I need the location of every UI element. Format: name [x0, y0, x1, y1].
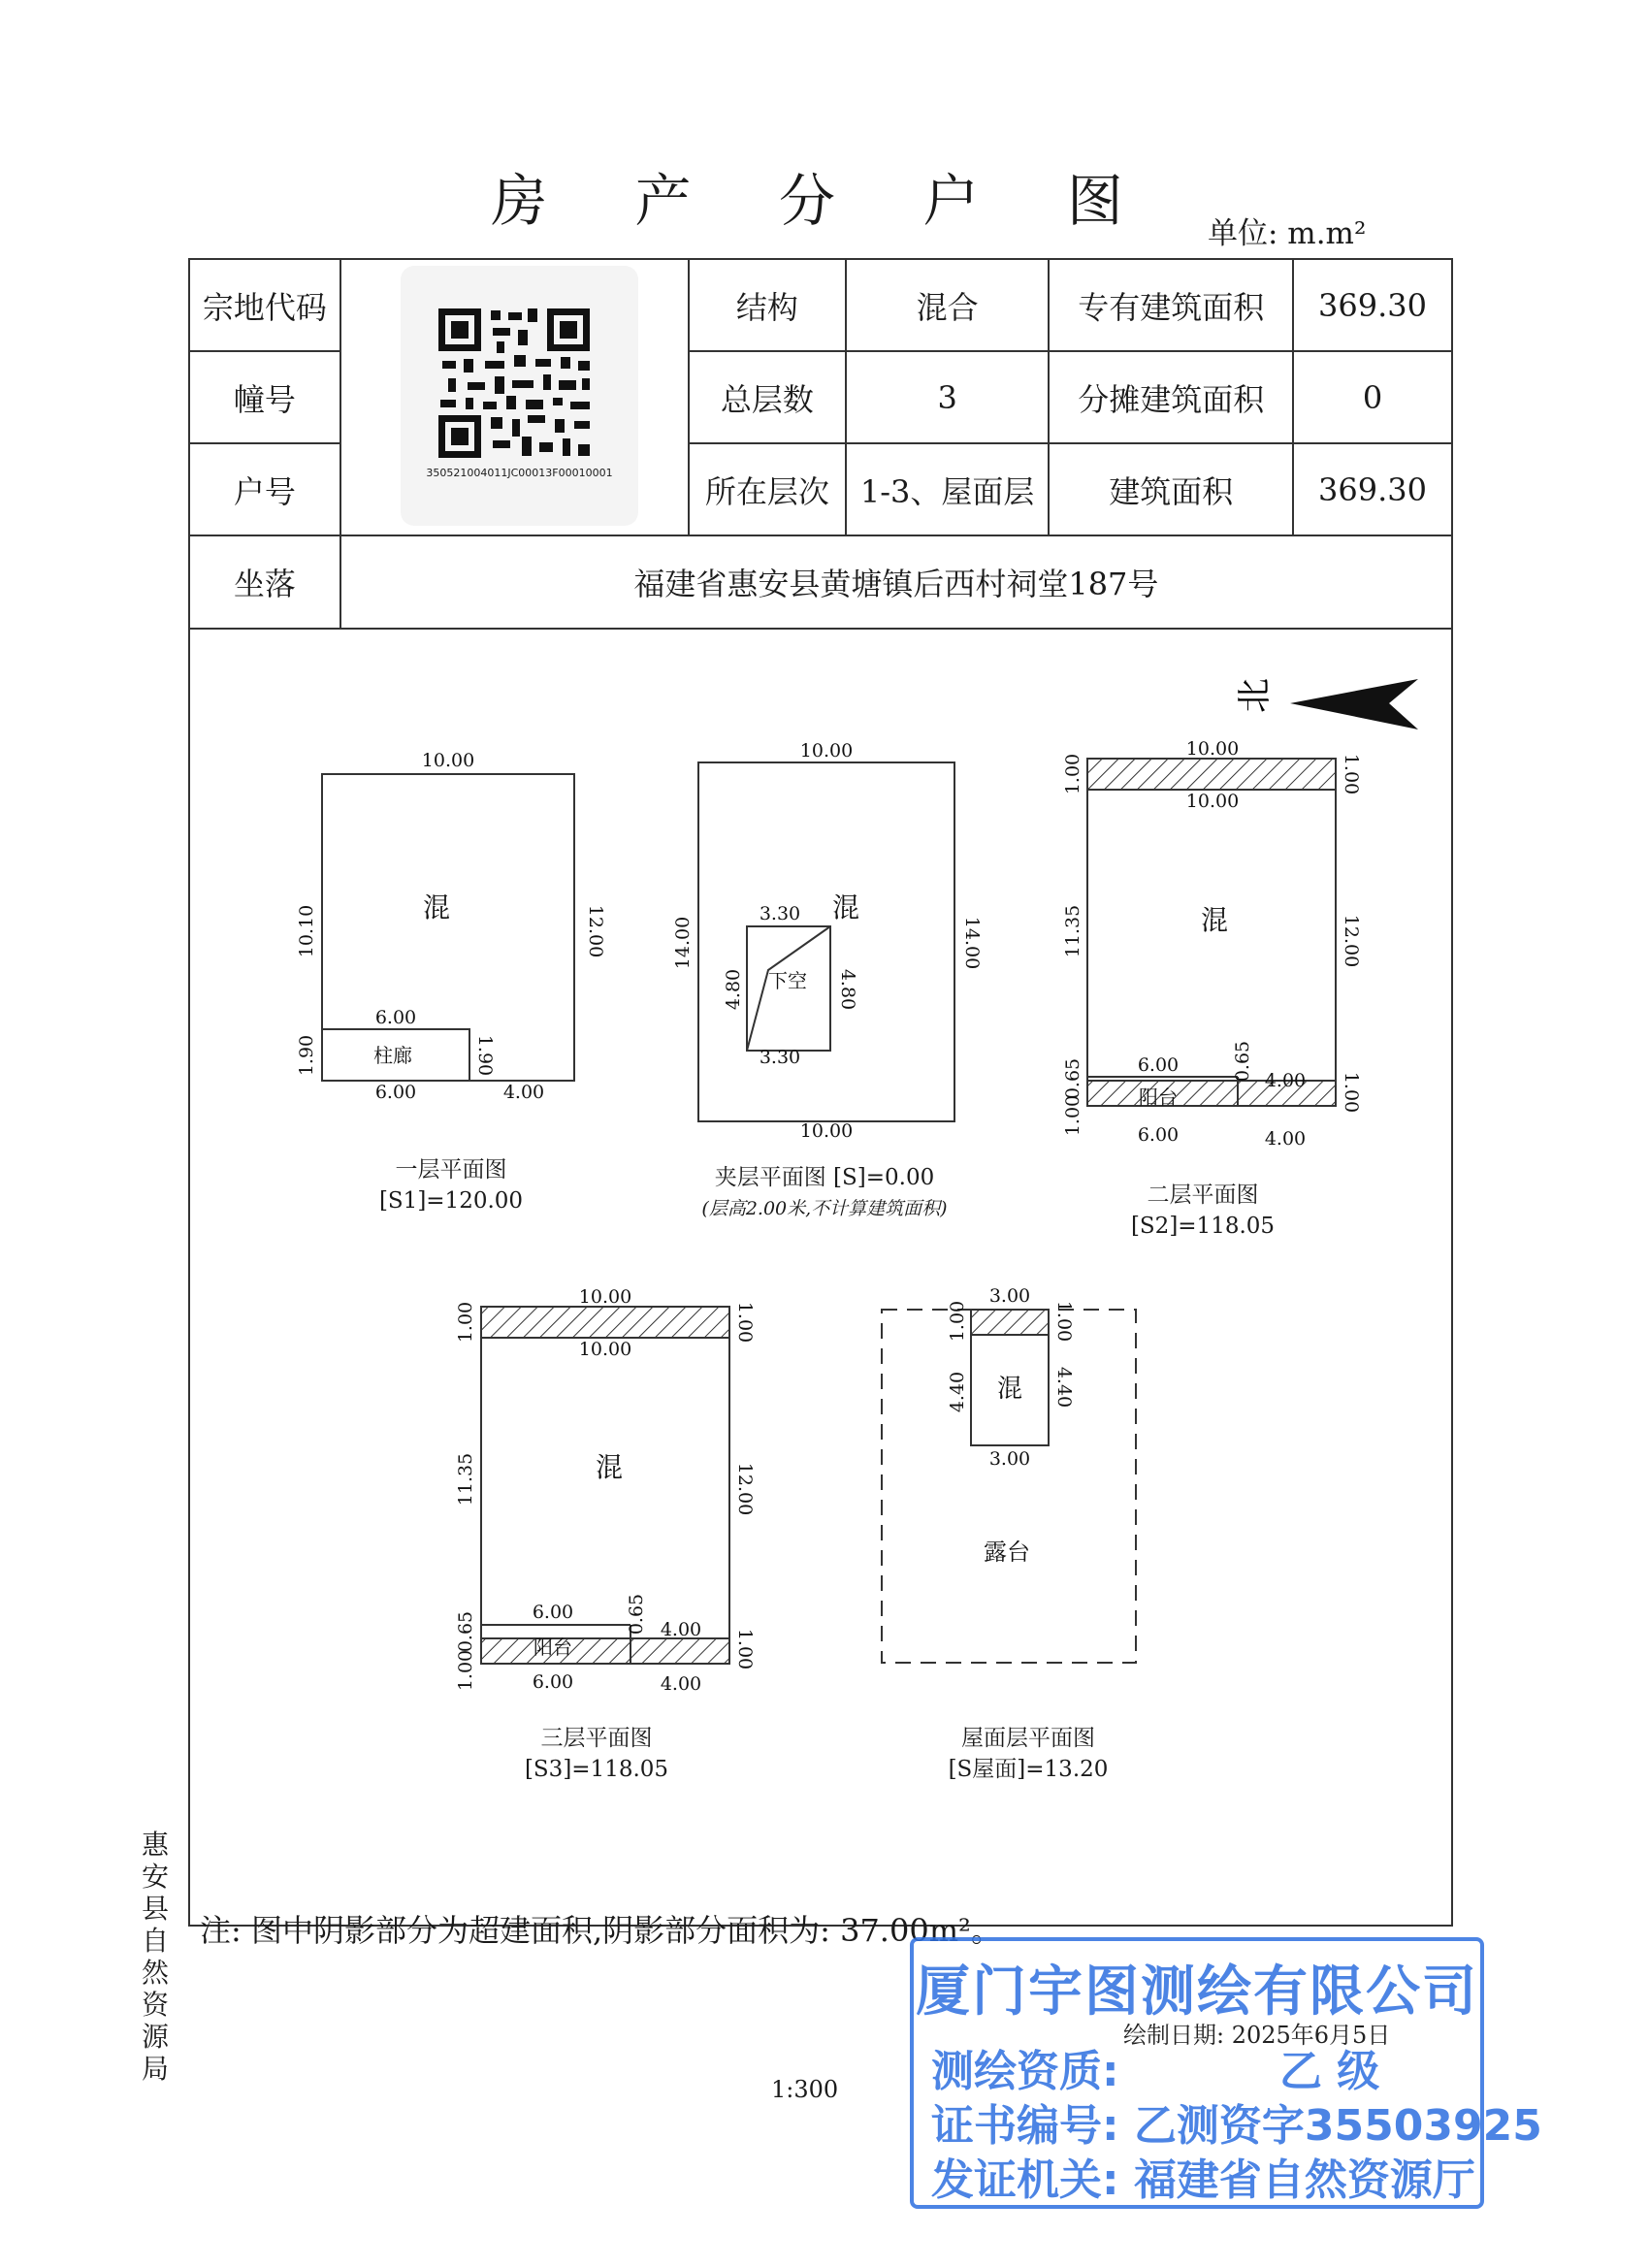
mz-inner-right-dim: 4.80: [837, 968, 858, 1011]
cengci-label: 所在层次: [689, 443, 846, 535]
mz-top-dim: 10.00: [799, 740, 854, 761]
f3-tr-dim: 1.00: [734, 1301, 756, 1344]
f3-left-dim: 11.35: [455, 1452, 476, 1507]
shaded-area-note: 注: 图中阴影部分为超建面积,阴影部分面积为: 37.00m²。: [200, 1912, 1002, 1949]
f3-mid2-dim: 4.00: [660, 1619, 702, 1640]
page-title: 房 产 分 户 图: [491, 168, 1158, 234]
f2-bm-dim: 0.65: [1232, 1040, 1253, 1083]
f3-bl-dim: 0.65: [455, 1610, 476, 1653]
mz-sub-label: 下空: [768, 969, 807, 992]
f3-inner-dim: 10.00: [578, 1339, 632, 1360]
f1-bottom2-dim: 4.00: [502, 1082, 545, 1103]
zongceng-value: 3: [846, 351, 1050, 443]
f1-mid-dim: 6.00: [374, 1007, 417, 1028]
f3-bm-dim: 0.65: [626, 1593, 647, 1636]
seal-row-zizhi: [931, 2036, 1379, 2098]
zhuanyou-label: 专有建筑面积: [1049, 259, 1293, 351]
roof-tl-dim: 1.00: [947, 1300, 968, 1343]
mz-bottom-dim: 10.00: [799, 1120, 854, 1142]
f1-caption-title: 一层平面图: [395, 1157, 507, 1183]
f2-bl2-dim: 1.00: [1062, 1094, 1083, 1137]
f2-top-dim: 10.00: [1185, 738, 1240, 760]
f3-sub-label: 阳台: [534, 1636, 572, 1659]
scale-label: 1:300: [771, 2076, 839, 2103]
f2-caption: [1096, 1180, 1310, 1242]
fentan-label: 分摊建筑面积: [1049, 351, 1293, 443]
f2-inner-dim: 10.00: [1185, 791, 1240, 812]
f1-caption-area: [S1]=120.00: [378, 1188, 524, 1214]
hu-label: 户号: [189, 443, 340, 535]
mz-caption-note: (层高2.00米,不计算建筑面积): [701, 1198, 948, 1219]
jiegou-label: 结构: [689, 259, 846, 351]
f1-h2-dim: 1.90: [474, 1034, 496, 1077]
zongdi-label: 宗地代码: [189, 259, 340, 351]
f2-sub-label: 阳台: [1139, 1085, 1178, 1109]
seal-fazheng-value: 福建省自然资源厅: [1133, 2155, 1475, 2205]
f2-room-label: 混: [1200, 904, 1229, 936]
f1-top-dim: 10.00: [421, 750, 475, 771]
roof-bottom-dim: 3.00: [988, 1448, 1031, 1470]
north-arrow-icon: [1290, 679, 1418, 729]
f1-left-dim: 10.10: [296, 904, 317, 958]
vertical-agency-text: 惠安县自然资源局: [141, 1829, 169, 2085]
roof-left-dim: 4.40: [947, 1371, 968, 1413]
f3-caption-title: 三层平面图: [540, 1726, 653, 1751]
jianzhu-value: 369.30: [1293, 443, 1452, 535]
f2-caption-title: 二层平面图: [1147, 1183, 1259, 1208]
roof-caption-title: 屋面层平面图: [961, 1726, 1095, 1751]
f2-bottom1-dim: 6.00: [1137, 1124, 1180, 1146]
f1-caption: [330, 1154, 572, 1216]
zhuanyou-value: 369.30: [1293, 259, 1452, 351]
f2-bottom2-dim: 4.00: [1264, 1128, 1307, 1150]
qr-code-number: 350521004011JC00013F00010001: [426, 467, 613, 479]
address-value: 福建省惠安县黄塘镇后西村祠堂187号: [340, 535, 1452, 629]
f2-tl-dim: 1.00: [1062, 753, 1083, 795]
seal-zhengshu-label: 证书编号:: [931, 2101, 1119, 2151]
f1-right-dim: 12.00: [585, 904, 606, 958]
plan-roof: [882, 1310, 1136, 1663]
f3-bottom1-dim: 6.00: [532, 1671, 574, 1693]
roof-caption-area: [S屋面]=13.20: [948, 1757, 1109, 1782]
seal-zhengshu-value: 乙测资字35503925: [1133, 2101, 1542, 2151]
f3-caption-area: [S3]=118.05: [524, 1757, 669, 1782]
roof-caption: [902, 1723, 1154, 1785]
seal-zizhi-label: 测绘资质:: [931, 2047, 1119, 2096]
mz-inner-bottom-dim: 3.30: [759, 1047, 801, 1068]
mz-right-dim: 14.00: [961, 916, 983, 970]
draw-date: 绘制日期: 2025年6月5日: [1123, 2022, 1391, 2049]
company-seal: [910, 1937, 1542, 2209]
mz-caption: [660, 1162, 989, 1224]
f3-room-label: 混: [595, 1451, 624, 1483]
unit-label: 单位: m.m²: [1208, 216, 1367, 251]
chuang-label: 幢号: [189, 351, 340, 443]
f1-room-label: 混: [422, 891, 451, 923]
seal-row-fazheng: [931, 2145, 1475, 2207]
jianzhu-label: 建筑面积: [1049, 443, 1293, 535]
f3-right-dim: 12.00: [734, 1462, 756, 1516]
plan-mezzanine: [698, 762, 954, 1121]
f3-top-dim: 10.00: [578, 1286, 632, 1308]
f3-br-dim: 1.00: [734, 1628, 756, 1670]
mz-room-label: 混: [831, 891, 860, 923]
f2-right-dim: 12.00: [1341, 914, 1362, 968]
mz-left-dim: 14.00: [672, 916, 694, 970]
f2-mid2-dim: 4.00: [1264, 1070, 1307, 1091]
f2-mid1-dim: 6.00: [1137, 1054, 1180, 1076]
f3-bottom2-dim: 4.00: [660, 1673, 702, 1695]
mz-inner-left-dim: 4.80: [723, 968, 744, 1011]
roof-sub-label: 露台: [984, 1539, 1030, 1566]
zuoluo-label: 坐落: [189, 535, 340, 629]
f1-sub-label: 柱廊: [373, 1044, 412, 1067]
f2-tr-dim: 1.00: [1341, 753, 1362, 795]
seal-fazheng-label: 发证机关:: [931, 2155, 1119, 2205]
roof-right-dim: 4.40: [1053, 1366, 1075, 1409]
f1-h1-dim: 1.90: [296, 1034, 317, 1077]
f3-mid1-dim: 6.00: [532, 1602, 574, 1623]
jiegou-value: 混合: [846, 259, 1050, 351]
plan-floor-3: [481, 1307, 729, 1664]
mz-caption-title: 夹层平面图 [S]=0.00: [714, 1165, 935, 1190]
f1-bottom1-dim: 6.00: [374, 1082, 417, 1103]
f3-bl2-dim: 1.00: [455, 1649, 476, 1692]
f2-caption-area: [S2]=118.05: [1130, 1214, 1276, 1239]
north-label: 北: [1235, 677, 1275, 713]
seal-zizhi-value: 乙 级: [1278, 2047, 1380, 2096]
f3-tl-dim: 1.00: [455, 1301, 476, 1344]
mz-inner-top-dim: 3.30: [759, 903, 801, 924]
cengci-value: 1-3、屋面层: [846, 443, 1050, 535]
roof-top-dim: 3.00: [988, 1285, 1031, 1307]
seal-company-name: 厦门宇图测绘有限公司: [916, 1960, 1478, 2024]
seal-row-zhengshu: [931, 2090, 1542, 2153]
f2-br-dim: 1.00: [1341, 1071, 1362, 1114]
zongceng-label: 总层数: [689, 351, 846, 443]
f3-caption: [485, 1723, 708, 1785]
f2-bl-dim: 0.65: [1062, 1057, 1083, 1100]
roof-room-label: 混: [996, 1375, 1023, 1404]
roof-tr-dim: 1.00: [1053, 1300, 1075, 1343]
plan-floor-1: [322, 774, 574, 1081]
fentan-value: 0: [1293, 351, 1452, 443]
f2-left-dim: 11.35: [1062, 904, 1083, 958]
